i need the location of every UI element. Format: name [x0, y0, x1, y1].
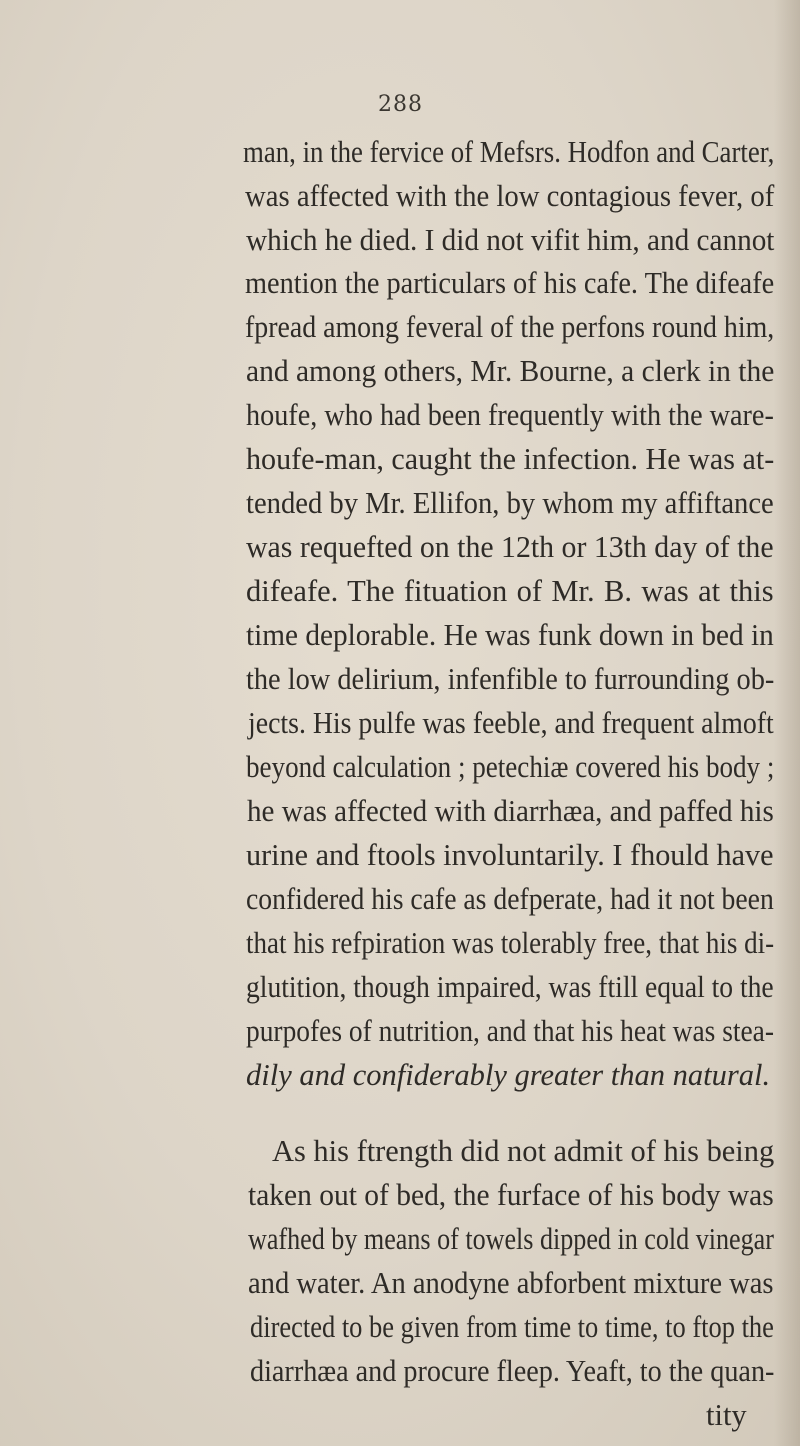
- text-line: taken out of bed, the furface of his body was: [248, 1178, 774, 1212]
- text-line: directed to be given from time to time, to ftop the: [250, 1310, 774, 1344]
- text-line: wafhed by means of towels dipped in cold vinegar: [248, 1222, 774, 1256]
- text-line: man, in the fervice of Mefsrs. Hodfon and Carter,: [243, 135, 775, 169]
- text-line: As his ftrength did not admit of his being: [272, 1134, 775, 1168]
- text-line: that his refpiration was tolerably free, that his di-: [246, 926, 775, 960]
- text-line: difeafe. The fituation of Mr. B. was at this: [246, 574, 774, 608]
- text-line: time deplorable. He was funk down in bed in: [246, 618, 774, 652]
- text-line: houfe-man, caught the infection. He was at-: [246, 442, 775, 476]
- text-line: purpofes of nutrition, and that his heat was stea-: [246, 1014, 774, 1048]
- text-line: and among others, Mr. Bourne, a clerk in the: [246, 354, 775, 388]
- text-line: beyond calculation ; petechiæ covered his body ;: [246, 750, 775, 784]
- text-line: jects. His pulfe was feeble, and frequent almoft: [248, 706, 774, 740]
- text-line: houfe, who had been frequently with the ware-: [246, 398, 774, 432]
- text-line: mention the particulars of his cafe. The difeafe: [245, 266, 775, 300]
- text-line: tended by Mr. Ellifon, by whom my affiftance: [246, 486, 774, 520]
- text-line: the low delirium, infenfible to furrounding ob-: [246, 662, 775, 696]
- text-line: and water. An anodyne abforbent mixture was: [248, 1266, 774, 1300]
- text-line: was affected with the low contagious fever, of: [245, 179, 775, 213]
- text-line: glutition, though impaired, was ftill equal to the: [246, 970, 774, 1004]
- catchword: tity: [706, 1398, 747, 1432]
- text-line: fpread among feveral of the perfons round him,: [245, 310, 775, 344]
- text-line: which he died. I did not vifit him, and cannot: [246, 223, 775, 257]
- text-line: he was affected with diarrhæa, and paffed his: [247, 794, 774, 828]
- page-number: 288: [378, 92, 423, 117]
- text-line: urine and ftools involuntarily. I fhould have: [246, 838, 774, 872]
- text-line: diarrhæa and procure fleep. Yeaft, to the quan-: [250, 1354, 775, 1388]
- text-line: was requefted on the 12th or 13th day of the: [246, 530, 774, 564]
- text-line: confidered his cafe as defperate, had it not been: [246, 882, 774, 916]
- text-line: dily and confiderably greater than natural.: [246, 1058, 771, 1092]
